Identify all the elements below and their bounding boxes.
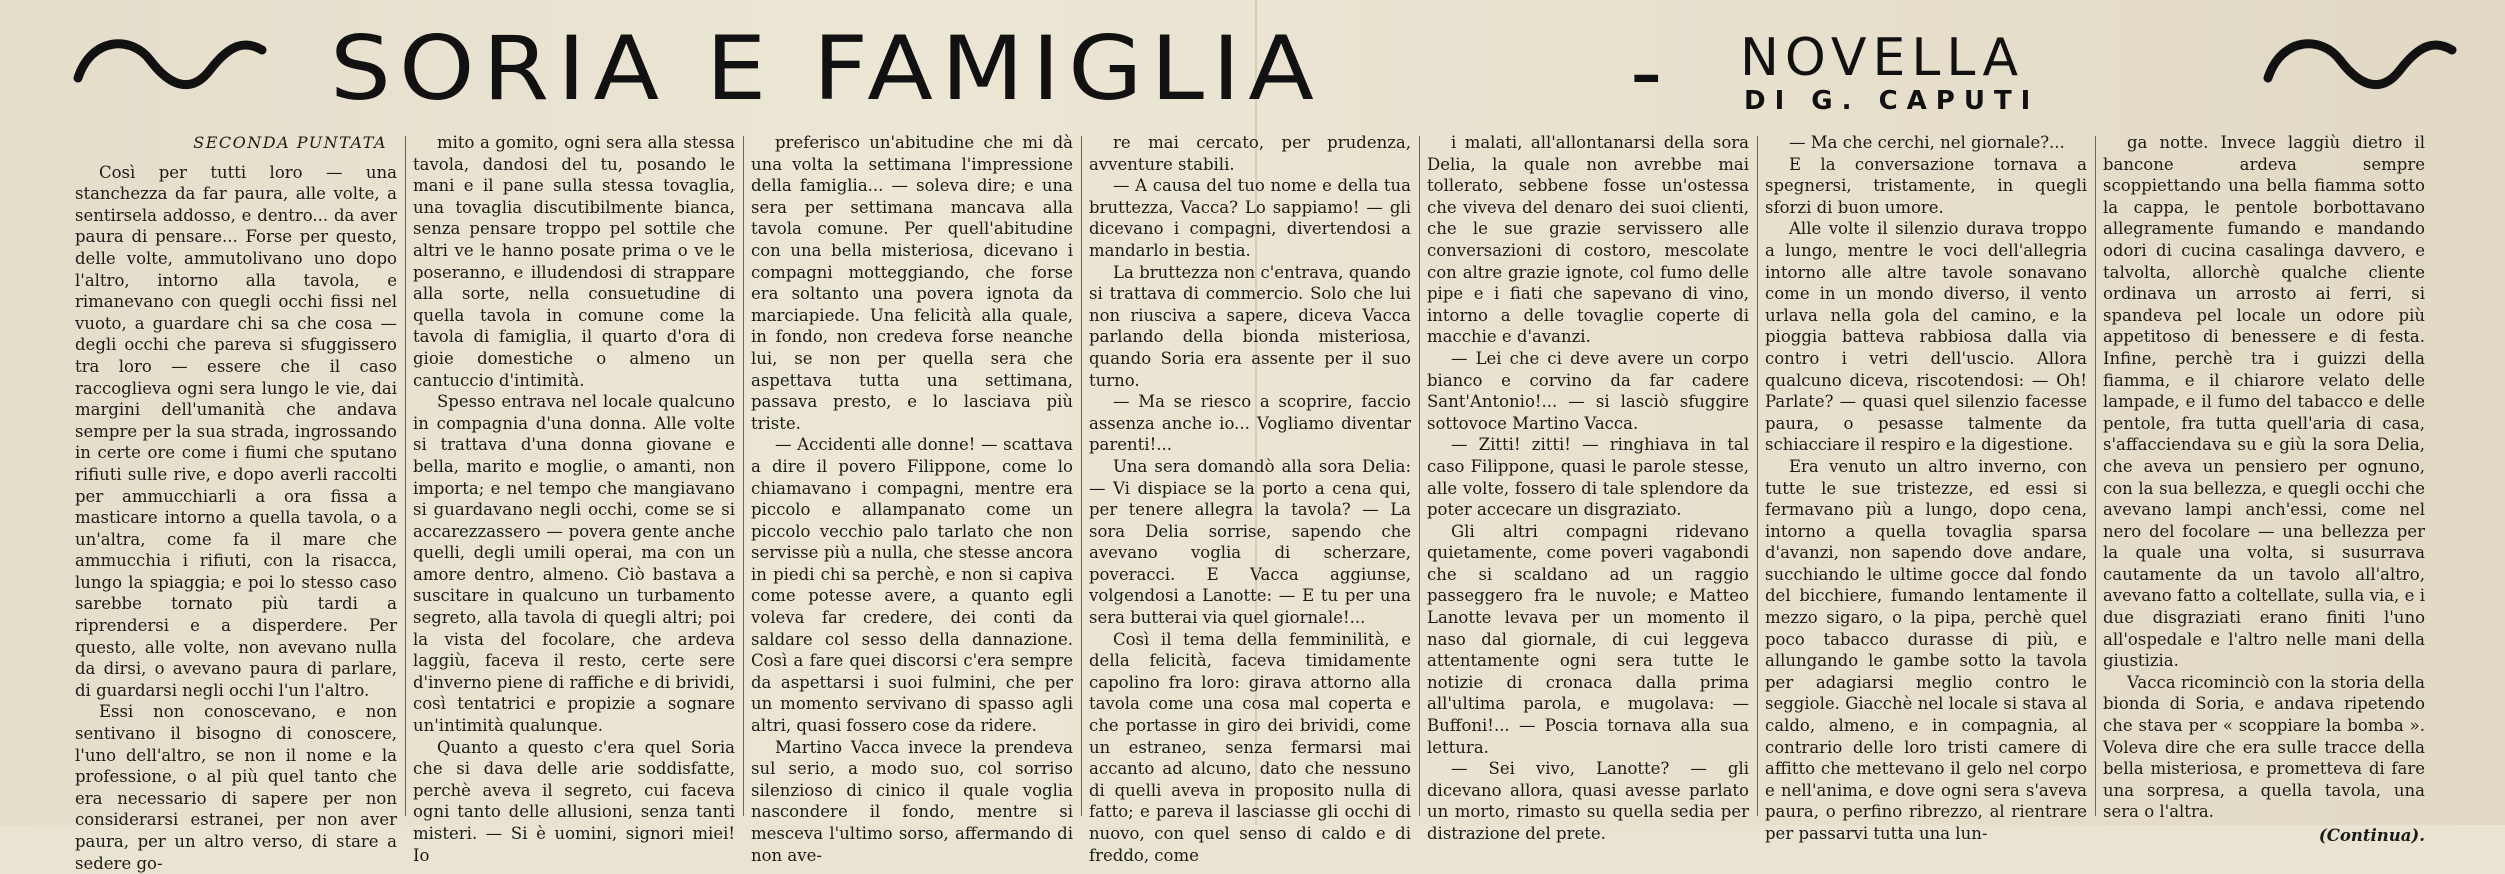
column-4 bbox=[1089, 132, 1411, 865]
paragraph: Alle volte il silenzio durava troppo a lungo, mentre le voci dell'allegria intorno alle altre tavole sonavano come in un mondo diverso, il vento urlava nella gola del camino, e la pioggia batteva rabbiosa dalla via contro i vetri dell'uscio. Allora qualcuno diceva, riscotendosi: — Oh! Parlate? — quasi quel silenzio facesse paura, o pesasse talmente da schiacciare il respiro e la digestione. bbox=[1765, 219, 2087, 455]
paragraph: Così per tutti loro — una stanchezza da far paura, alle volte, a sentirsela addosso, e dentro... da aver paura di pensare... Forse per questo, delle volte, ammutolivano uno dopo l'altro, intorno alla tavola, e rimanevano con quegli occhi fissi nel vuoto, a guardare chi sa che cosa — degli occhi che pareva si sfuggissero tra loro — essere che il caso raccoglieva ogni sera lungo le vie, dai margini dell'umanità che andava sempre per la sua strada, ingrossando in certe ore come i fiumi che sputano rifiuti sulle rive, e dopo averli raccolti per ammucchiarli a ora fissa a masticare intorno a quella tavola, o a un'altra, come fa il mare che ammucchia i rifiuti, con la risacca, lungo la spiaggia; e poi lo stesso caso sarebbe tornato più tardi a riprendersi e a disperdere. Per questo, alle volte, non avevano nulla da dirsi, o avevano paura di parlare, di guardarsi negli occhi l'un l'altro. bbox=[75, 162, 397, 700]
column-rule bbox=[405, 136, 406, 816]
column-1 bbox=[75, 132, 397, 873]
paragraph: re mai cercato, per prudenza, avventure stabili. bbox=[1089, 133, 1411, 174]
column-rule bbox=[1757, 136, 1758, 816]
column-7 bbox=[2103, 132, 2425, 845]
genre-label: NOVELLA bbox=[1740, 28, 2025, 88]
paragraph: La bruttezza non c'entrava, quando si trattava di commercio. Solo che lui non riusciva a sapere, diceva Vacca parlando della bionda misteriosa, quando Soria era assente per il suo turno. bbox=[1089, 262, 1411, 390]
paragraph: — Lei che ci deve avere un corpo bianco e corvino da far cadere Sant'Antonio!... — si lasciò sfuggire sottovoce Martino Vacca. bbox=[1427, 348, 1749, 433]
paragraph: — Accidenti alle donne! — scattava a dire il povero Filippone, come lo chiamavano i compagni, mentre era piccolo e allampanato come un piccolo vecchio palo tarlato che non servisse più a nulla, che stesse ancora in piedi chi sa perchè, e non si capiva come potesse avere, a quanto egli voleva far credere, dei conti da saldare col sesso della dannazione. Così a fare quei discorsi c'era sempre da aspettarsi i suoi fulmini, che per un momento servivano di spasso agli altri, quasi fossero cose da ridere. bbox=[751, 435, 1073, 736]
wave-ornament-icon bbox=[70, 30, 270, 100]
installment-label: SECONDA PUNTATA bbox=[193, 133, 387, 152]
paragraph: — Zitti! zitti! — ringhiava in tal caso Filippone, quasi le parole stesse, alle volte, fossero di tale splendore da poter accecare un disgraziato. bbox=[1427, 435, 1749, 520]
paragraph: Essi non conoscevano, e non sentivano il bisogno di conoscere, l'uno dell'altro, se non il nome e la professione, o al più quel tanto che era necessario di sapere per non considerarsi estranei, per non aver paura, per un altro verso, di stare a sedere go- bbox=[75, 702, 397, 873]
paragraph: Martino Vacca invece la prendeva sul serio, a modo suo, col sorriso silenzioso di cinico il quale voglia nascondere il fondo, mentre si mesceva l'ultimo sorso, affermando di non ave- bbox=[751, 737, 1073, 865]
article-body bbox=[75, 132, 2470, 873]
paragraph: i malati, all'allontanarsi della sora Delia, la quale non avrebbe mai tollerato, sebbene fosse un'ostessa che viveva del denaro dei suoi clienti, che le sue grazie servissero alle conversazioni di costoro, mescolate con altre grazie ignote, col fumo delle pipe e i fiati che sapevano di vino, intorno a delle tovaglie coperte di macchie e d'avanzi. bbox=[1427, 133, 1749, 347]
paragraph: ga notte. Invece laggiù dietro il bancone ardeva sempre scoppiettando una bella fiamma sotto la cappa, le pentole borbottavano allegramente fumando e mandando odori di cucina casalinga davvero, e talvolta, allorchè qualche cliente ordinava un arrosto ai ferri, si spandeva pel locale un odore più appetitoso di benessere e di festa. Infine, perchè tra i guizzi della fiamma, e il chiarore velato delle lampade, e il fumo del tabacco e delle pentole, fra tutta quell'aria di casa, s'affacciendava su e giù la sora Delia, che aveva un pensiero per ognuno, con la sua bellezza, e quegli occhi che avevano lampi anch'essi, come nel nero del focolare — una bellezza per la quale una volta, si susurrava cautamente da un tavolo all'altro, avevano fatto a coltellate, sulla via, e i due disgraziati erano finiti l'uno all'ospedale e l'altro nelle mani della giustizia. bbox=[2103, 133, 2425, 671]
author-label: DI G. CAPUTI bbox=[1744, 86, 2040, 116]
paragraph: Una sera domandò alla sora Delia: — Vi dispiace se la porto a cena qui, per tenere allegra la tavola? — La sora Delia sorrise, sapendo che avevano voglia di scherzare, poveracci. E Vacca aggiunse, volgendosi a Lanotte: — E tu per una sera butterai via quel giornale!... bbox=[1089, 456, 1411, 628]
paragraph: Gli altri compagni ridevano quietamente, come poveri vagabondi che si scaldano ad un raggio passeggero fra le nuvole; e Matteo Lanotte levava per un momento il naso dal giornale, di cui leggeva attentamente ogni sera tutte le notizie di cronaca dalla prima all'ultima parola, e mugolava: — Buffoni!... — Poscia tornava alla sua lettura. bbox=[1427, 521, 1749, 757]
paragraph: — Sei vivo, Lanotte? — gli dicevano allora, quasi avesse parlato un morto, rimasto su quella sedia per distrazione del prete. bbox=[1427, 759, 1749, 843]
byline bbox=[1740, 30, 2039, 116]
title-separator: - bbox=[1630, 20, 1663, 125]
paragraph: Era venuto un altro inverno, con tutte le sue tristezze, ed essi si fermavano più a lungo, dopo cena, intorno a quella tovaglia sparsa d'avanzi, non sapendo dove andare, succhiando le ultime gocce dal fondo del bicchiere, fumando lentamente il mezzo sigaro, o la pipa, perchè quel poco tabacco durasse di più, e allungando le gambe sotto la tavola per adagiarsi meglio contro le seggiole. Giacchè nel locale si stava al caldo, almeno, e in compagnia, al contrario delle loro tristi camere di affitto che mettevano il gelo nel corpo e nell'anima, e dove ogni sera s'aveva paura, o perfino ribrezzo, al rientrare per passarvi tutta una lun- bbox=[1765, 456, 2087, 843]
paragraph: — Ma che cerchi, nel giornale?... bbox=[1789, 133, 2065, 152]
column-rule bbox=[743, 136, 744, 816]
masthead bbox=[0, 0, 2505, 130]
column-rule bbox=[1419, 136, 1420, 816]
paragraph: — A causa del tuo nome e della tua bruttezza, Vacca? Lo sappiamo! — gli dicevano i compagni, divertendosi a mandarlo in bestia. bbox=[1089, 176, 1411, 260]
column-3 bbox=[751, 132, 1073, 865]
column-rule bbox=[1081, 136, 1082, 816]
column-rule bbox=[2095, 136, 2096, 816]
column-6 bbox=[1765, 132, 2087, 843]
paragraph: Così il tema della femminilità, e della felicità, faceva timidamente capolino fra loro: girava attorno alla tavola come una cosa mal coperta e che portasse in giro dei brividi, come un estraneo, senza fermarsi mai accanto ad alcuno, dato che nessuno di quelli aveva in proposito nulla di fatto; e pareva il lasciasse gli occhi di nuovo, con quel senso di caldo e di freddo, come bbox=[1089, 629, 1411, 865]
paragraph: — Ma se riesco a scoprire, faccio assenza anche io... Vogliamo diventar parenti!... bbox=[1089, 392, 1411, 455]
story-title: SORIA E FAMIGLIA bbox=[330, 17, 1322, 121]
paragraph: Vacca ricominciò con la storia della bionda di Soria, e andava ripetendo che stava per « scoppiare la bomba ». Voleva dire che era sulle tracce della bella misteriosa, e prometteva di fare una sorpresa, a quella tavola, una sera o l'altra. bbox=[2103, 672, 2425, 822]
column-5 bbox=[1427, 132, 1749, 843]
continued-label: (Continua). bbox=[2318, 826, 2425, 845]
paragraph: E la conversazione tornava a spegnersi, tristamente, in quegli sforzi di buon umore. bbox=[1765, 154, 2087, 217]
paragraph: Spesso entrava nel locale qualcuno in compagnia d'una donna. Alle volte si trattava d'una donna giovane e bella, marito e moglie, o amanti, non importa; e nel tempo che mangiavano si guardavano negli occhi, come se si accarezzassero — povera gente anche quelli, degli umili operai, ma con un amore dentro, almeno. Ciò bastava a suscitare in qualcuno un turbamento segreto, alla tavola di quegli altri; poi la vista del focolare, che ardeva laggiù, faceva il resto, certe sere d'inverno piene di raffiche e di brividi, così tentatrici e propizie a sognare un'intimità qualunque. bbox=[413, 392, 735, 736]
paragraph: preferisco un'abitudine che mi dà una volta la settimana l'impressione della famiglia... — soleva dire; e una sera per settimana mancava alla tavola comune. Per quell'abitudine con una bella misteriosa, dicevano i compagni motteggiando, che forse era soltanto una povera ignota da marciapiede. Una felicità alla quale, in fondo, non credeva forse neanche lui, se non per quella sera che aspettava tutta una settimana, passava presto, e lo lasciava più triste. bbox=[751, 133, 1073, 433]
wave-ornament-icon bbox=[2260, 30, 2460, 100]
paragraph: Quanto a questo c'era quel Soria che si dava delle arie soddisfatte, perchè aveva il segreto, cui faceva ogni tanto delle allusioni, senza tanti misteri. — Si è uomini, signori miei! Io bbox=[413, 737, 735, 865]
column-2 bbox=[413, 132, 735, 865]
paragraph: mito a gomito, ogni sera alla stessa tavola, dandosi del tu, posando le mani e il pane sulla stessa tovaglia, una tovaglia discutibilmente bianca, senza pensare troppo pel sottile che altri ve le hanno posate prima o ve le poseranno, e illudendosi di strappare alla sorte, nella consuetudine di quella tavola in comune come la tavola di famiglia, il quarto d'ora di gioie domestiche o almeno un cantuccio d'intimità. bbox=[413, 133, 735, 390]
